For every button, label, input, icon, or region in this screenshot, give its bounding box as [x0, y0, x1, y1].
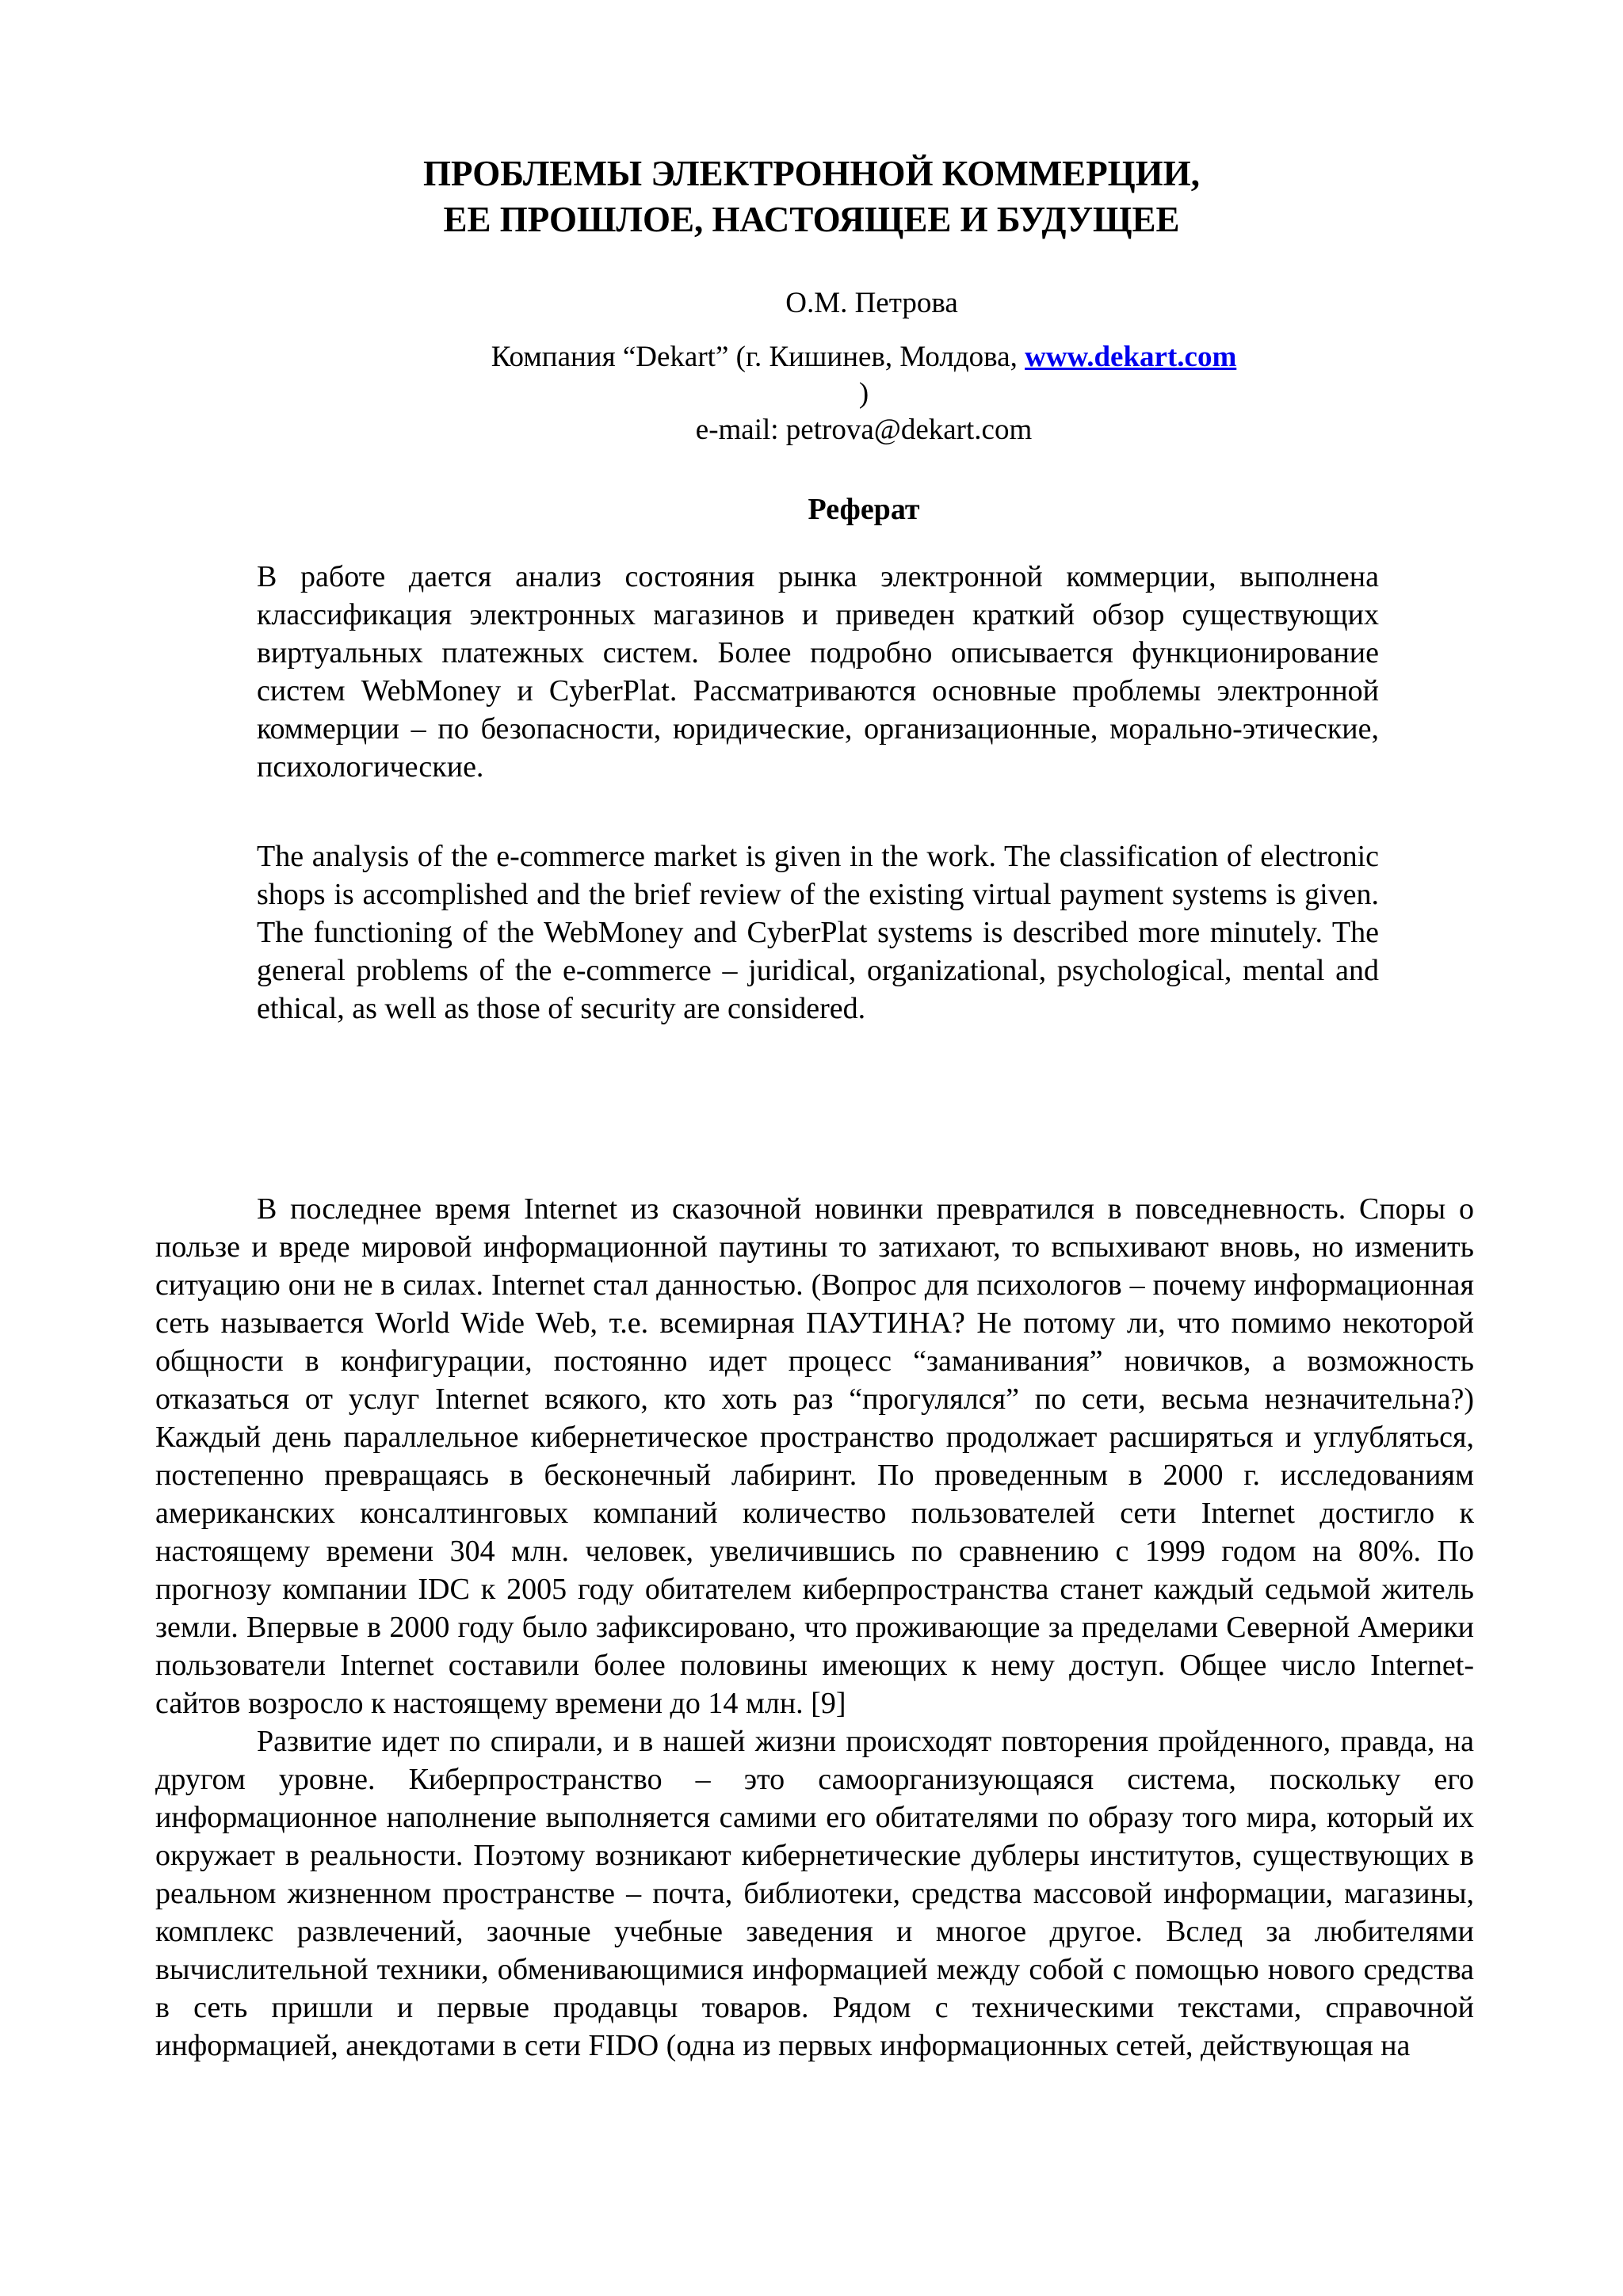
abstract-russian: В работе дается анализ состояния рынка электронной коммерции, выполнена классификация электронных магазинов и приведен краткий обзор существующих виртуальных платежных систем. Более подробно описывается функционирование систем WebMoney и CyberPlat. Рассматриваются основные проблемы электронной коммерции – по безопасности, юридические, организационные, морально-этические, психологические.	[257, 560, 1379, 784]
body-text	[155, 1190, 1474, 2065]
abstract-heading: Реферат	[808, 493, 920, 526]
title-line-2: ЕЕ ПРОШЛОЕ, НАСТОЯЩЕЕ И БУДУЩЕЕ	[443, 200, 1180, 239]
body-paragraph-1: В последнее время Internet из сказочной новинки превратился в повседневность. Споры о пользе и вреде мировой информационной паутины то затихают, то вспыхивают вновь, но изменить ситуацию они не в силах. Internet стал данностью. (Вопрос для психологов – почему информационная сеть называется World Wide Web, т.е. всемирная ПАУТИНА? Не потому ли, что помимо некоторой общности в конфигурации, постоянно идет процесс “заманивания” новичков, а возможность отказаться от услуг Internet всякого, кто хоть раз “прогулялся” по сети, весьма незначительна?) Каждый день параллельное кибернетическое пространство продолжает расширяться и углубляться, постепенно превращаясь в бесконечный лабиринт. По проведенным в 2000 г. исследованиям американских консалтинговых компаний количество пользователей сети Internet достигло к настоящему времени 304 млн. человек, увеличившись по сравнению с 1999 годом на 80%. По прогнозу компании IDC к 2005 году обитателем киберпространства станет каждый седьмой житель земли. Впервые в 2000 году было зафиксировано, что проживающие за пределами Северной Америки пользователи Internet составили более половины имеющих к нему доступ. Общее число Internet-сайтов возросло к настоящему времени до 14 млн. [9]	[155, 1192, 1474, 1720]
author-name: О.М. Петрова	[785, 287, 958, 319]
affiliation-prefix: Компания “Dekart” (г. Кишинев, Молдова,	[491, 341, 1025, 373]
title-line-1: ПРОБЛЕМЫ ЭЛЕКТРОННОЙ КОММЕРЦИИ,	[423, 154, 1200, 193]
abstract-english: The analysis of the e-commerce market is given in the work. The classification of electronic shops is accomplished and the brief review of the existing virtual payment systems is given. The functioning of the WebMoney and CyberPlat systems is described more minutely. The general problems of the e-commerce – juridical, organizational, psychological, mental and ethical, as well as those of security are considered.	[257, 840, 1379, 1025]
affiliation-suffix: )	[858, 377, 869, 410]
body-paragraph-2: Развитие идет по спирали, и в нашей жизни происходят повторения пройденного, правда, на другом уровне. Киберпространство – это самоорганизующаяся система, поскольку его информационное наполнение выполняется самими его обитателями по образу того мира, который их окружает в реальности. Поэтому возникают кибернетические дублеры институтов, существующих в реальном жизненном пространстве – почта, библиотеки, средства массовой информации, магазины, комплекс развлечений, заочные учебные заведения и многое другое. Вслед за любителями вычислительной техники, обменивающимися информацией между собой с помощью нового средства в сеть пришли и первые продавцы товаров. Рядом с техническими текстами, справочной информацией, анекдотами в сети FIDO (одна из первых информационных сетей, действующая на	[155, 1725, 1474, 2062]
affiliation	[365, 339, 1363, 412]
author-email: e-mail: petrova@dekart.com	[695, 414, 1033, 446]
website-link[interactable]: www.dekart.com	[1025, 341, 1237, 373]
paper-title	[238, 151, 1385, 242]
